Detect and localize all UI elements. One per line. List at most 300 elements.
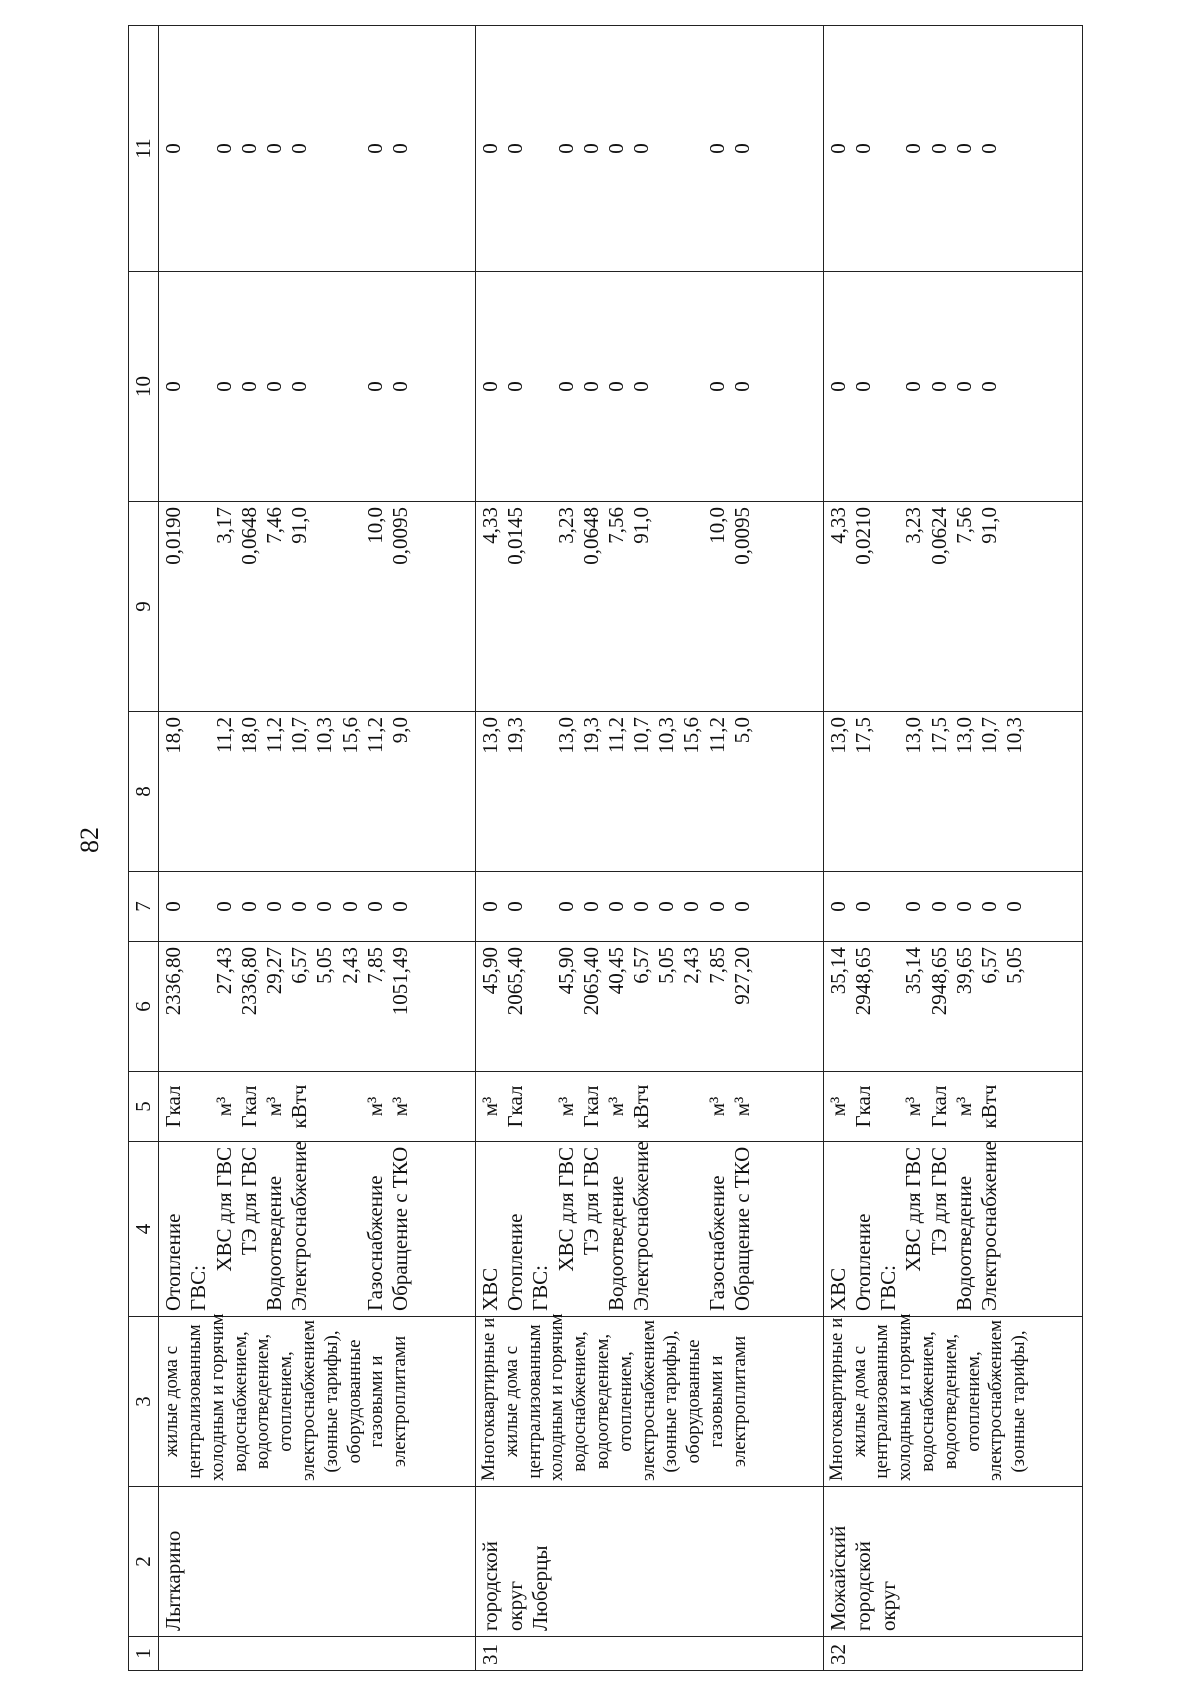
unit-value: Гкал [502, 1085, 527, 1128]
col10-value [337, 277, 362, 496]
col10-value [186, 277, 211, 496]
unit-cell [823, 1072, 1082, 1142]
service-name: Газоснабжение [362, 1175, 387, 1311]
col9-value: 0,0095 [729, 507, 754, 565]
col6-value: 1051,49 [387, 947, 412, 1016]
col8-value: 11,2 [362, 717, 387, 753]
col6-value: 45,90 [477, 947, 502, 995]
unit-value [337, 1077, 362, 1136]
col7-value: 0 [729, 901, 754, 912]
col6-value: 5,05 [311, 947, 336, 984]
col6-value: 2065,40 [502, 947, 527, 1016]
col11-value: 0 [211, 143, 236, 154]
col9-value: 0,0624 [926, 507, 951, 565]
service-name: Отопление [502, 1213, 527, 1311]
service-name: Отопление [160, 1213, 185, 1311]
col9-value [654, 507, 679, 706]
col8-value [528, 717, 553, 866]
description-line: электроснабжением [984, 1319, 1006, 1481]
municipality-cell: городской округ Люберцы [475, 1487, 823, 1637]
col11-value: 0 [160, 143, 185, 154]
col9-value: 0,0145 [502, 507, 527, 565]
col8-value: 13,0 [477, 717, 502, 754]
tariff-table [128, 25, 1083, 1671]
column-header: 7 [128, 872, 158, 942]
description-line: Многоквартирные и [477, 1317, 499, 1481]
description-line: газовыми и [365, 1355, 387, 1448]
col8-value: 15,6 [337, 717, 361, 754]
unit-value: м³ [603, 1096, 628, 1117]
col9-value: 0,0190 [160, 507, 185, 565]
col10-cell [823, 272, 1082, 502]
unit-value: Гкал [850, 1085, 875, 1128]
col9-value: 7,56 [951, 507, 976, 544]
col7-value: 0 [926, 901, 951, 912]
col7-value [876, 877, 901, 936]
unit-value: м³ [553, 1096, 578, 1117]
col7-value: 0 [311, 901, 336, 912]
col8-value: 5,0 [729, 717, 754, 744]
col9-value: 0,0648 [236, 507, 261, 565]
col6-cell [475, 942, 823, 1072]
service-name: Водоотведение [603, 1175, 628, 1311]
unit-value: Гкал [926, 1085, 951, 1128]
unit-value [312, 1077, 337, 1136]
col8-cell [823, 712, 1082, 872]
column-header: 3 [128, 1317, 158, 1487]
col8-value: 11,2 [603, 717, 628, 753]
unit-value: Гкал [160, 1085, 185, 1128]
col8-value: 18,0 [236, 717, 261, 754]
col11-value: 0 [477, 143, 502, 154]
col11-value: 0 [502, 143, 527, 154]
col7-value: 0 [337, 901, 361, 912]
col9-value: 3,23 [900, 507, 925, 544]
col8-value: 19,3 [578, 717, 603, 754]
col8-value: 10,7 [286, 717, 311, 754]
col8-value: 15,6 [678, 717, 703, 754]
service-name: Обращение с ТКО [729, 1146, 754, 1311]
col11-cell [475, 26, 823, 272]
col8-value [876, 717, 901, 866]
col8-value: 11,2 [261, 717, 286, 753]
description-line: отоплением, [614, 1351, 636, 1452]
col11-value: 0 [729, 143, 754, 154]
service-name: ХВС [477, 1267, 502, 1311]
col7-value: 0 [704, 901, 729, 912]
col9-value [312, 507, 337, 706]
col9-value: 4,33 [825, 507, 850, 544]
col10-value: 0 [951, 381, 976, 392]
col11-value [654, 31, 679, 266]
column-header: 8 [128, 712, 158, 872]
description-line: отоплением, [962, 1351, 984, 1452]
col11-value [876, 31, 901, 266]
col11-value: 0 [236, 143, 261, 154]
col10-value: 0 [900, 381, 925, 392]
col11-value [337, 31, 362, 266]
col9-value [876, 507, 901, 706]
unit-value: кВтч [628, 1084, 653, 1129]
col7-value: 0 [900, 901, 925, 912]
col7-value: 0 [850, 901, 875, 912]
col11-value: 0 [286, 143, 311, 154]
service-name [654, 1147, 679, 1311]
page-number: 82 [75, 827, 104, 853]
col10-value [312, 277, 337, 496]
unit-value [679, 1077, 704, 1136]
unit-value: м³ [261, 1096, 286, 1117]
col9-value: 91,0 [976, 507, 1001, 544]
header-row [128, 26, 158, 1671]
col6-value [876, 947, 901, 1066]
table-body [158, 26, 1082, 1671]
col6-value: 40,45 [603, 947, 628, 995]
col9-value [186, 507, 211, 706]
col6-value: 5,05 [1001, 947, 1026, 984]
service-name: Водоотведение [951, 1175, 976, 1311]
col7-value: 0 [1001, 901, 1026, 912]
col11-value [186, 31, 211, 266]
col7-value: 0 [578, 901, 603, 912]
column-header: 9 [128, 502, 158, 712]
table-row [158, 26, 475, 1671]
description-line: отоплением, [274, 1351, 296, 1452]
col6-value: 27,43 [211, 947, 236, 995]
description-line: жилые дома с [160, 1345, 182, 1458]
description-line: (зонные тарифы), [320, 1330, 342, 1473]
housing-description-cell [823, 1313, 1082, 1487]
column-header: 2 [128, 1487, 158, 1637]
col11-value: 0 [553, 143, 578, 154]
service-name: ХВС для ГВС [553, 1147, 578, 1272]
col8-value: 17,5 [926, 717, 951, 754]
service-name: ТЭ для ГВС [578, 1147, 603, 1256]
col8-value: 11,2 [704, 717, 729, 753]
col6-value: 39,65 [951, 947, 976, 995]
service-name [312, 1147, 337, 1311]
col10-value [654, 277, 679, 496]
service-name: Электроснабжение [628, 1141, 653, 1311]
service-name: Электроснабжение [976, 1141, 1001, 1311]
col7-cell [475, 872, 823, 942]
col10-value: 0 [704, 381, 729, 392]
col8-value: 10,3 [1001, 717, 1026, 754]
col7-cell [158, 872, 475, 942]
col10-cell [158, 272, 475, 502]
col6-value: 35,14 [900, 947, 925, 995]
col8-value: 11,2 [211, 717, 236, 753]
unit-value: Гкал [578, 1085, 603, 1128]
description-line: Многоквартирные и [825, 1317, 847, 1481]
col7-value: 0 [502, 901, 527, 912]
col11-value [312, 31, 337, 266]
col9-value: 0,0648 [578, 507, 603, 565]
col8-cell [158, 712, 475, 872]
description-line: водоотведением, [251, 1333, 273, 1470]
description-line: жилые дома с [500, 1345, 522, 1458]
col10-value [528, 277, 553, 496]
col6-value: 6,57 [628, 947, 653, 984]
service-name: Электроснабжение [286, 1141, 311, 1311]
service-name [679, 1147, 704, 1311]
col7-value: 0 [653, 901, 678, 912]
col11-value: 0 [951, 143, 976, 154]
unit-value: м³ [211, 1096, 236, 1117]
row-number-cell [158, 1637, 475, 1671]
col10-value: 0 [628, 381, 653, 392]
description-line: оборудованные [343, 1339, 365, 1464]
col11-cell [823, 26, 1082, 272]
unit-value: м³ [951, 1096, 976, 1117]
service-name: ХВС для ГВС [211, 1147, 236, 1272]
col8-value: 13,0 [951, 717, 976, 754]
service-name: Водоотведение [261, 1175, 286, 1311]
service-name: ХВС [825, 1267, 850, 1311]
col9-cell [158, 502, 475, 712]
col6-value: 2,43 [678, 947, 703, 984]
unit-value: м³ [900, 1096, 925, 1117]
description-line: электроплитами [388, 1335, 410, 1468]
col6-value [528, 947, 553, 1066]
unit-value: Гкал [236, 1085, 261, 1128]
col9-value [337, 507, 362, 706]
col7-value: 0 [678, 901, 703, 912]
col6-value: 2336,80 [160, 947, 185, 1016]
description-line: электроснабжением [637, 1319, 659, 1481]
description-line: электроснабжением [297, 1319, 319, 1481]
col10-value: 0 [850, 381, 875, 392]
col8-value: 19,3 [502, 717, 527, 754]
description-line: водоснабжением, [229, 1331, 251, 1472]
col8-value [186, 717, 211, 866]
col9-value: 0,0095 [387, 507, 412, 565]
col8-value: 13,0 [900, 717, 925, 754]
col8-value: 10,7 [628, 717, 653, 754]
col8-value: 18,0 [160, 717, 185, 754]
col8-value: 10,7 [976, 717, 1001, 754]
municipality-cell: Лыткарино [158, 1487, 475, 1637]
description-line: водоотведением, [939, 1333, 961, 1470]
column-header: 4 [128, 1142, 158, 1317]
description-line: централизованным [183, 1324, 205, 1479]
col7-value: 0 [236, 901, 261, 912]
column-header: 11 [128, 26, 158, 272]
service-name: ГВС: [185, 1265, 210, 1311]
unit-value [654, 1077, 679, 1136]
service-name: Обращение с ТКО [387, 1146, 412, 1311]
description-line: жилые дома с [848, 1345, 870, 1458]
row-number-cell: 31 [475, 1637, 823, 1671]
col6-value: 7,85 [704, 947, 729, 984]
col7-value: 0 [160, 901, 185, 912]
col10-value: 0 [729, 381, 754, 392]
unit-value [186, 1077, 211, 1136]
unit-value: м³ [825, 1096, 850, 1117]
col11-value: 0 [976, 143, 1001, 154]
col10-value: 0 [976, 381, 1001, 392]
service-name: ТЭ для ГВС [926, 1147, 951, 1256]
service-cell [158, 1142, 475, 1317]
col11-value: 0 [578, 143, 603, 154]
col6-cell [823, 942, 1082, 1072]
description-line: водоотведением, [591, 1333, 613, 1470]
description-line: водоснабжением, [568, 1331, 590, 1472]
col6-value: 2948,65 [850, 947, 875, 1016]
col6-value: 29,27 [261, 947, 286, 995]
col8-value: 13,0 [553, 717, 578, 754]
col7-value: 0 [825, 901, 850, 912]
service-name: Отопление [850, 1213, 875, 1311]
unit-value [528, 1077, 553, 1136]
col10-value: 0 [362, 381, 387, 392]
unit-value: м³ [704, 1096, 729, 1117]
col7-value: 0 [477, 901, 502, 912]
col6-cell [158, 942, 475, 1072]
col7-value: 0 [976, 901, 1001, 912]
unit-value: кВтч [286, 1084, 311, 1129]
description-line: централизованным [870, 1324, 892, 1479]
col10-value [679, 277, 704, 496]
col7-value: 0 [387, 901, 412, 912]
col8-cell [475, 712, 823, 872]
col11-value: 0 [628, 143, 653, 154]
service-name: ГВС: [527, 1265, 552, 1311]
col7-value: 0 [362, 901, 387, 912]
description-line: электроплитами [728, 1335, 750, 1468]
unit-value: м³ [729, 1096, 754, 1117]
col11-cell [158, 26, 475, 272]
col9-value: 10,0 [704, 507, 729, 544]
column-header: 1 [128, 1637, 158, 1671]
col8-value: 13,0 [825, 717, 850, 754]
col6-value: 2,43 [337, 947, 361, 984]
col11-value: 0 [926, 143, 951, 154]
col9-value: 10,0 [362, 507, 387, 544]
description-line: холодным и горячим [545, 1313, 567, 1481]
col6-value: 2065,40 [578, 947, 603, 1016]
col10-cell [475, 272, 823, 502]
col7-value [186, 877, 211, 936]
service-name: Газоснабжение [704, 1175, 729, 1311]
col6-value [186, 947, 211, 1066]
col11-value: 0 [261, 143, 286, 154]
col10-value: 0 [926, 381, 951, 392]
col9-value: 91,0 [286, 507, 311, 544]
col7-value: 0 [951, 901, 976, 912]
col11-value: 0 [704, 143, 729, 154]
col9-value: 7,56 [603, 507, 628, 544]
col6-value: 2948,65 [926, 947, 951, 1016]
row-number-cell: 32 [823, 1637, 1082, 1671]
col9-value [528, 507, 553, 706]
unit-cell [158, 1072, 475, 1142]
col10-value: 0 [825, 381, 850, 392]
description-line: холодным и горячим [206, 1313, 228, 1481]
col8-value: 9,0 [387, 717, 412, 744]
table-row [475, 26, 823, 1671]
col11-value: 0 [850, 143, 875, 154]
housing-description-cell [475, 1313, 823, 1487]
col7-value: 0 [603, 901, 628, 912]
col7-value: 0 [211, 901, 236, 912]
col10-value: 0 [477, 381, 502, 392]
col10-value: 0 [261, 381, 286, 392]
unit-value: м³ [477, 1096, 502, 1117]
col7-value: 0 [286, 901, 311, 912]
col7-value [528, 877, 553, 936]
description-line: оборудованные [682, 1339, 704, 1464]
col9-cell [823, 502, 1082, 712]
col9-value: 3,17 [211, 507, 236, 544]
col10-value: 0 [160, 381, 185, 392]
description-line: (зонные тарифы), [1007, 1330, 1029, 1473]
service-name: ХВС для ГВС [900, 1147, 925, 1272]
col10-value: 0 [578, 381, 603, 392]
col7-value: 0 [628, 901, 653, 912]
col8-value: 10,3 [653, 717, 678, 754]
table-row [823, 26, 1082, 1671]
col7-value: 0 [553, 901, 578, 912]
housing-description-cell [158, 1313, 475, 1487]
col11-value: 0 [362, 143, 387, 154]
service-name: ТЭ для ГВС [236, 1147, 261, 1256]
unit-value: м³ [387, 1096, 412, 1117]
col9-value: 0,0210 [850, 507, 875, 565]
col6-value: 2336,80 [236, 947, 261, 1016]
col9-value: 7,46 [261, 507, 286, 544]
col8-value: 17,5 [850, 717, 875, 754]
unit-cell [475, 1072, 823, 1142]
description-line: газовыми и [705, 1355, 727, 1448]
service-cell [475, 1142, 823, 1317]
description-line: (зонные тарифы), [659, 1330, 681, 1473]
col6-value: 35,14 [825, 947, 850, 995]
col6-value: 6,57 [286, 947, 311, 984]
col11-value: 0 [900, 143, 925, 154]
col9-value: 3,23 [553, 507, 578, 544]
col10-value: 0 [387, 381, 412, 392]
tariff-table-container [128, 26, 1083, 1671]
col11-value: 0 [387, 143, 412, 154]
col6-value: 6,57 [976, 947, 1001, 984]
col11-value [528, 31, 553, 266]
service-name [337, 1147, 362, 1311]
unit-value [876, 1077, 901, 1136]
column-header: 10 [128, 272, 158, 502]
description-line: водоснабжением, [916, 1331, 938, 1472]
col10-value [876, 277, 901, 496]
service-name: ГВС: [875, 1265, 900, 1311]
col8-value: 10,3 [311, 717, 336, 754]
col9-value: 4,33 [477, 507, 502, 544]
col7-value: 0 [261, 901, 286, 912]
col6-value: 45,90 [553, 947, 578, 995]
col10-value: 0 [211, 381, 236, 392]
municipality-cell: Можайский городской округ [823, 1487, 1082, 1637]
col11-value: 0 [825, 143, 850, 154]
description-line: централизованным [523, 1324, 545, 1479]
unit-value: м³ [362, 1096, 387, 1117]
col9-value: 91,0 [628, 507, 653, 544]
col9-cell [475, 502, 823, 712]
col6-value: 927,20 [729, 947, 754, 1005]
col11-value [679, 31, 704, 266]
description-line: холодным и горячим [893, 1313, 915, 1481]
col7-cell [823, 872, 1082, 942]
col6-value: 7,85 [362, 947, 387, 984]
col10-value: 0 [603, 381, 628, 392]
